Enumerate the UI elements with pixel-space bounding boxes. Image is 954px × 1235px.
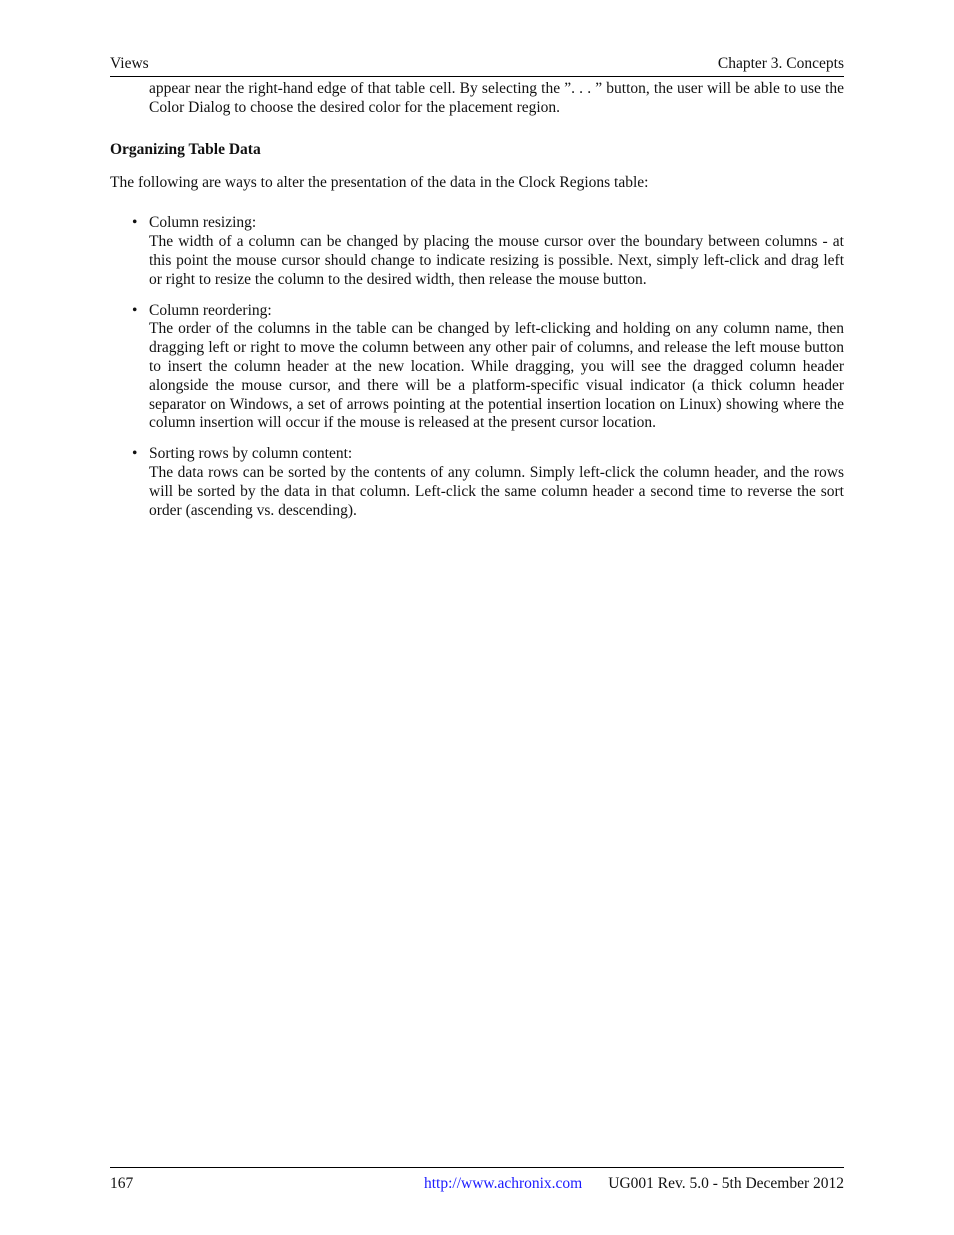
- list-item: [110, 214, 844, 289]
- intro-paragraph: The following are ways to alter the presentation of the data in the Clock Regions table:: [110, 173, 649, 191]
- bullet-icon: •: [132, 301, 138, 319]
- bullet-list: [110, 214, 844, 520]
- bullet-body: The data rows can be sorted by the contents of any column. Simply left-click the column header, and the rows will be sorted by the data in that column. Left-click the same column header a second time to reverse the sort order (ascending vs. descending).: [149, 463, 844, 519]
- running-header: [110, 54, 844, 77]
- bullet-title: Column reordering:: [149, 301, 272, 319]
- document-page: [110, 0, 844, 1235]
- bullet-body: The order of the columns in the table can be changed by left-clicking and holding on any column name, then dragging left or right to move the column between any other pair of columns, and release the left mouse button to insert the column header at the new location. While dragging, you will see the dragged column header alongside the mouse cursor, and there will be a platform-specific visual indicator (a thick column header separator on Windows, a set of arrows pointing at the potential insertion location on Linux) showing where the column insertion will occur if the mouse is released at the present cursor location.: [149, 320, 844, 432]
- header-section-title: Views: [110, 55, 149, 72]
- list-item: [110, 445, 844, 520]
- continuation-paragraph: appear near the right-hand edge of that table cell. By selecting the ”. . . ” button, the user will be able to use the Color Dialog to choose the desired color for the placement region.: [149, 80, 844, 116]
- page-body: [110, 80, 844, 532]
- bullet-icon: •: [132, 445, 138, 463]
- header-chapter-title: Chapter 3. Concepts: [717, 55, 844, 72]
- footer-info: [424, 1174, 844, 1194]
- document-revision: UG001 Rev. 5.0 - 5th December 2012: [608, 1175, 844, 1192]
- website-link[interactable]: http://www.achronix.com: [423, 1175, 583, 1192]
- bullet-title: Column resizing:: [149, 214, 257, 232]
- page-number: 167: [110, 1175, 134, 1192]
- running-footer: [110, 1167, 844, 1194]
- bullet-icon: •: [132, 214, 138, 232]
- bullet-body: The width of a column can be changed by placing the mouse cursor over the boundary between columns - at this point the mouse cursor should change to indicate resizing is possible. Next, simply left-click and drag left or right to resize the column to the desired width, then release the mouse button.: [149, 233, 844, 288]
- list-item: [110, 302, 844, 434]
- bullet-title: Sorting rows by column content:: [149, 445, 353, 463]
- section-heading: Organizing Table Data: [110, 140, 261, 158]
